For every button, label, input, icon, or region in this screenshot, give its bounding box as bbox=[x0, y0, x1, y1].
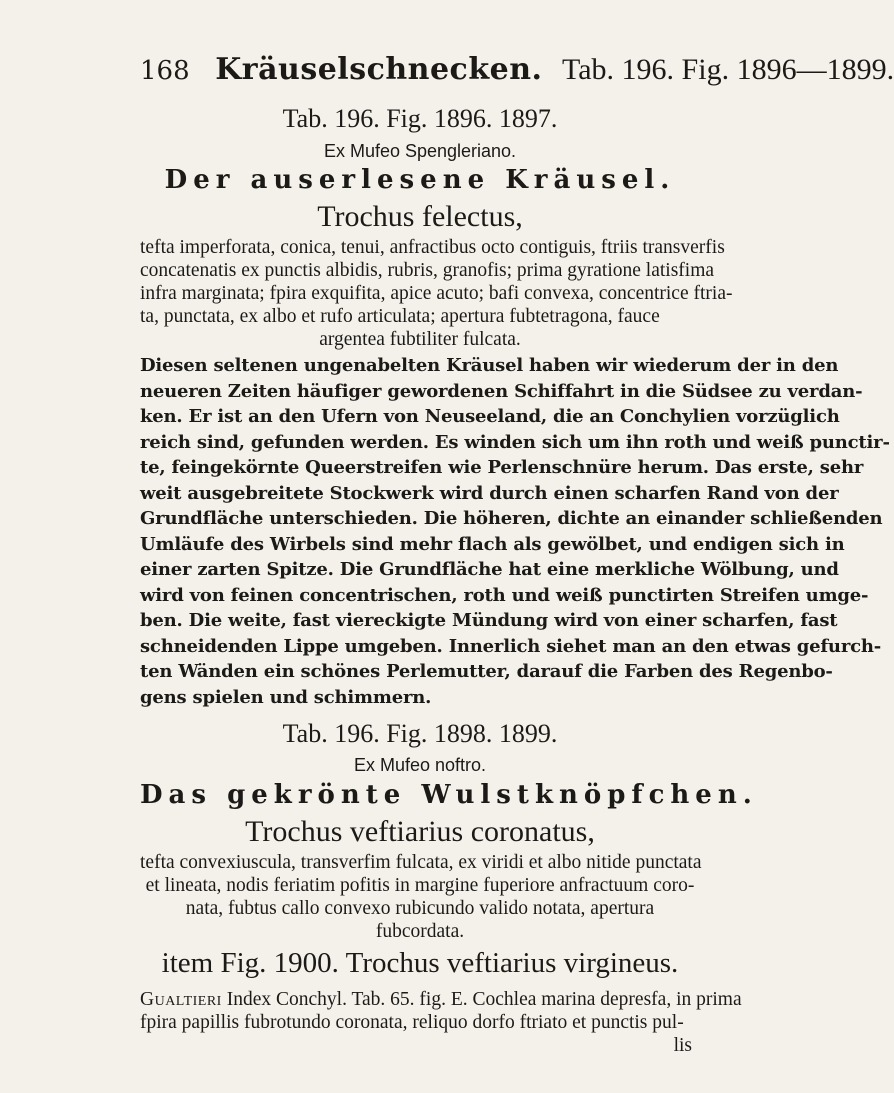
text-line: weit ausgebreitete Stockwerk wird durch einen scharfen Rand von der bbox=[140, 482, 839, 504]
section2-latin-name: Trochus veftiarius coronatus, bbox=[245, 815, 595, 848]
text-line: argentea fubtiliter fulcata. bbox=[319, 329, 521, 350]
text-line: te, feingekörnte Queerstreifen wie Perlenschnüre herum. Das erste, sehr bbox=[140, 457, 864, 478]
text-line: infra marginata; fpira exquifita, apice acuto; bafi convexa, concentrice ftria- bbox=[140, 283, 733, 304]
text-line: Umläufe des Wirbels sind mehr flach als gewölbet, und endigen sich in bbox=[140, 533, 845, 555]
text-line: Diesen seltenen ungenabelten Kräusel haben wir wiederum der in den bbox=[140, 355, 839, 376]
text-line: ten Wänden ein schönes Perlemutter, darauf die Farben des Regenbo- bbox=[140, 661, 833, 682]
text-line: tefta convexiuscula, transverfim fulcata, ex viridi et albo nitide punctata bbox=[140, 852, 702, 873]
section1-german-name: Der auserlesene Kräusel. bbox=[164, 165, 676, 195]
section1-latin-name: Trochus felectus, bbox=[317, 200, 523, 233]
text-line: ken. Er ist an den Ufern von Neuseeland, die an Conchylien vorzüglich bbox=[140, 406, 840, 427]
text-line: reich sind, gefunden werden. Es winden sich um ihn roth und weiß punctir- bbox=[140, 431, 890, 453]
running-header bbox=[140, 52, 894, 87]
text-line: et lineata, nodis feriatim pofitis in margine fuperiore anfractuum coro- bbox=[145, 875, 695, 896]
reference-text: Index Conchyl. Tab. 65. fig. E. Cochlea marina depresfa, in prima bbox=[226, 989, 742, 1010]
section2-tab-fig: Tab. 196. Fig. 1898. 1899. bbox=[282, 719, 558, 748]
section1-tab-fig: Tab. 196. Fig. 1896. 1897. bbox=[282, 104, 558, 133]
section2-german-name: Das gekrönte Wulstknöpfchen. bbox=[140, 780, 758, 810]
text-line: wird von feinen concentrischen, roth und weiß punctirten Streifen umge- bbox=[140, 584, 869, 606]
text-line: schneidenden Lippe umgeben. Innerlich siehet man an den etwas gefurch- bbox=[140, 635, 882, 657]
text-line: concatenatis ex punctis albidis, rubris, granofis; prima gyratione latisfima bbox=[140, 260, 715, 281]
text-line: neueren Zeiten häufiger gewordenen Schiffahrt in die Südsee zu verdan- bbox=[140, 380, 863, 402]
text-line: ta, punctata, ex albo et rufo articulata; apertura fubtetragona, fauce bbox=[140, 306, 660, 327]
item-line: item Fig. 1900. Trochus veftiarius virgineus. bbox=[161, 947, 679, 979]
section2-latin-description bbox=[140, 851, 700, 943]
text-line: tefta imperforata, conica, tenui, anfractibus octo contiguis, ftriis transverfis bbox=[140, 237, 725, 258]
running-title: Kräuselschnecken. bbox=[215, 52, 543, 87]
text-line: lis bbox=[673, 1035, 692, 1056]
author-name: Gualtieri bbox=[140, 989, 222, 1010]
text-line: Grundfläche unterschieden. Die höheren, dichte an einander schließenden bbox=[140, 508, 883, 529]
text-line: einer zarten Spitze. Die Grundfläche hat eine merkliche Wölbung, und bbox=[140, 559, 839, 580]
text-line: fpira papillis fubrotundo coronata, reliquo dorfo ftriato et punctis pul- bbox=[140, 1012, 684, 1033]
text-line: gens spielen und schimmern. bbox=[140, 686, 432, 708]
text-line: ben. Die weite, fast viereckigte Mündung wird von einer scharfen, fast bbox=[140, 610, 838, 631]
section1-german-description bbox=[140, 353, 890, 710]
section1-source: Ex Mufeo Spengleriano. bbox=[323, 141, 517, 161]
section1-latin-description bbox=[140, 236, 733, 351]
gualtieri-reference bbox=[140, 988, 742, 1057]
page-number: 168 bbox=[140, 56, 190, 86]
text-line bbox=[140, 988, 742, 1011]
text-line: nata, fubtus callo convexo rubicundo valido notata, apertura bbox=[185, 898, 655, 919]
figure-reference: Tab. 196. Fig. 1896—1899. bbox=[562, 53, 894, 86]
section2-source: Ex Mufeo noftro. bbox=[353, 755, 487, 775]
text-line: fubcordata. bbox=[375, 921, 465, 942]
